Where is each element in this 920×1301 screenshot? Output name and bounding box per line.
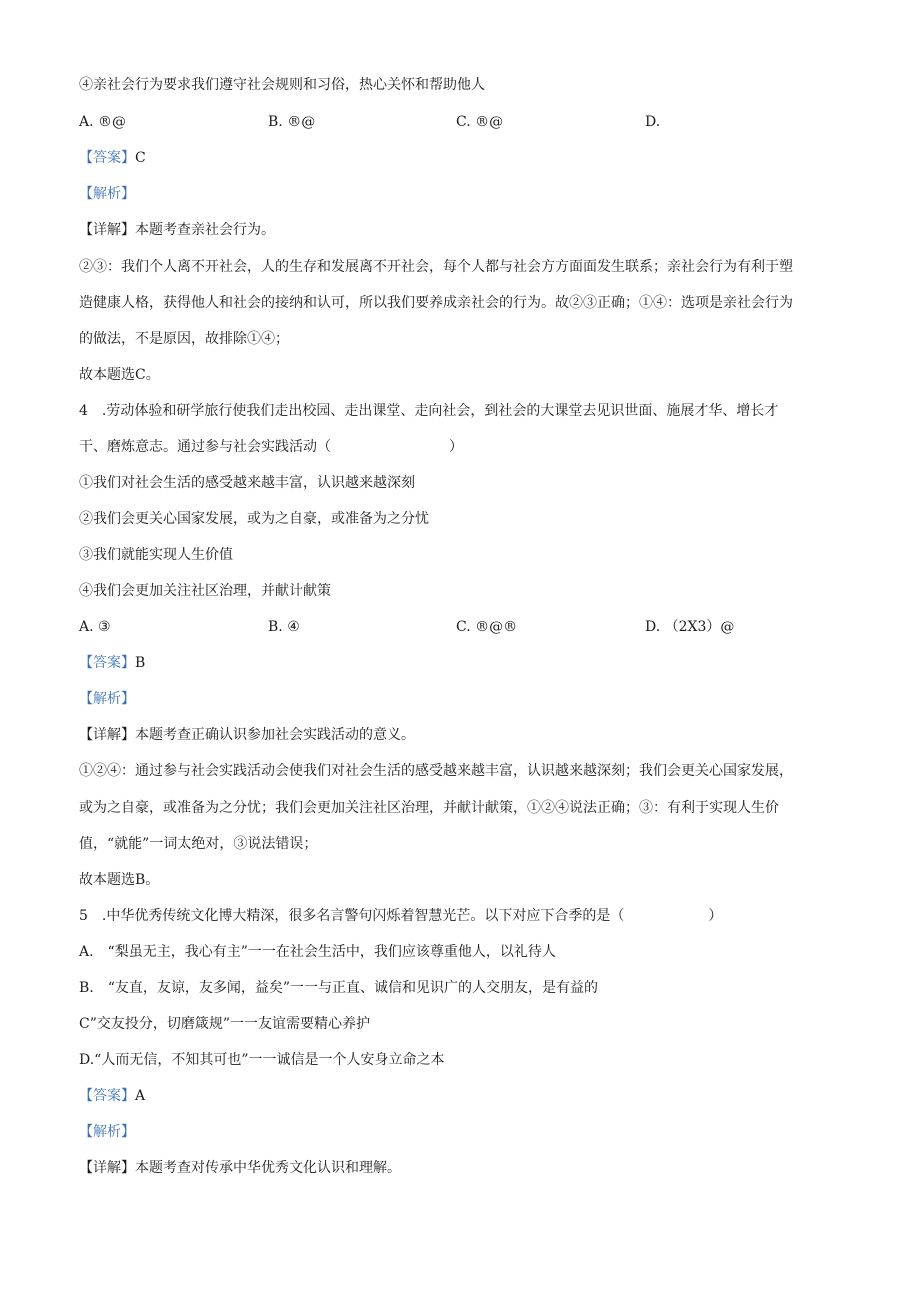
q4-detail-line: 或为之自豪，或准备为之分忧；我们会更加关注社区治理，并献计献策，①②④说法正确；③：有利于实现人生价 <box>79 800 779 816</box>
detail-intro: 本题考查对传承中华优秀文化认识和理解。 <box>135 1160 401 1176</box>
q4-statement-2: ②我们会更关心国家发展，或为之自豪，或准备为之分忧 <box>79 511 429 527</box>
q5-option-a: A. “梨虽无主，我心有主”一一在社会生活中，我们应该尊重他人，以礼待人 <box>79 944 556 960</box>
answer-value: C <box>135 150 146 166</box>
q3-detail-line: ②③：我们个人离不开社会，人的生存和发展离不开社会，每个人都与社会方方面面发生联系；亲社会行为有利于塑 <box>79 259 793 275</box>
answer-tag: 【答案】 <box>79 150 135 166</box>
q4-detail-line: ①②④：通过参与社会实践活动会使我们对社会生活的感受越来越丰富，认识越来越深刻；我们会更关心国家发展， <box>79 763 793 779</box>
q3-analysis-tag <box>79 185 135 203</box>
q3-option-c: C. ®@ <box>456 114 504 130</box>
q4-statement-1: ①我们对社会生活的感受越来越丰富，认识越来越深刻 <box>79 475 415 491</box>
q3-option-b: B. ®@ <box>268 114 316 130</box>
answer-tag: 【答案】 <box>79 1088 135 1104</box>
q4-option-b: B. ④ <box>268 619 300 635</box>
q4-statement-4: ④我们会更加关注社区治理，并献计献策 <box>79 583 331 599</box>
analysis-tag: 【解析】 <box>79 1124 135 1140</box>
detail-intro: 本题考查正确认识参加社会实践活动的意义。 <box>135 727 415 743</box>
q5-analysis-tag <box>79 1123 135 1141</box>
q4-option-c: C. ®@® <box>456 619 518 635</box>
q4-detail <box>79 726 415 744</box>
q5-option-d: D.“人而无信，不知其可也”一一诚信是一个人安身立命之本 <box>79 1052 445 1068</box>
q3-detail-line: 造健康人格，获得他人和社会的接纳和认可，所以我们要养成亲社会的行为。故②③正确；①④：选项是亲社会行为 <box>79 295 793 311</box>
q4-detail-line: 值，“就能”一词太绝对，③说法错误； <box>79 836 318 852</box>
q4-stem-line: 4 .劳动体验和研学旅行使我们走出校园、走出课堂、走向社会，到社会的大课堂去见识世面、施展才华、增长才 <box>79 403 779 419</box>
answer-value: B <box>135 655 146 671</box>
q3-option-a: A. ®@ <box>79 114 127 130</box>
analysis-tag: 【解析】 <box>79 186 135 202</box>
q4-statement-3: ③我们就能实现人生价值 <box>79 547 233 563</box>
q3-option-d: D. <box>645 114 661 130</box>
q3-statement-4: ④亲社会行为要求我们遵守社会规则和习俗，热心关怀和帮助他人 <box>79 77 485 93</box>
q3-detail-line: 的做法，不是原因，故排除①④； <box>79 331 289 347</box>
q5-option-c: C”交友投分，切磨箴规”一一友谊需要精心养护 <box>79 1016 371 1032</box>
q5-answer <box>79 1087 145 1105</box>
q3-answer <box>79 149 146 167</box>
q4-analysis-tag <box>79 690 135 708</box>
analysis-tag: 【解析】 <box>79 691 135 707</box>
detail-tag: 【详解】 <box>79 1160 135 1176</box>
detail-tag: 【详解】 <box>79 222 135 238</box>
q5-detail <box>79 1159 401 1177</box>
q4-stem-line-2 <box>79 438 463 456</box>
q4-conclusion: 故本题选B。 <box>79 872 160 888</box>
detail-intro: 本题考查亲社会行为。 <box>135 222 275 238</box>
answer-value: A <box>135 1088 146 1104</box>
detail-tag: 【详解】 <box>79 727 135 743</box>
q3-detail <box>79 221 275 239</box>
q5-stem-text: 5 .中华优秀传统文化博大精深，很多名言警句闪烁着智慧光芒。以下对应下合季的是（ <box>79 908 625 924</box>
q5-stem-close: ） <box>708 908 723 924</box>
q4-option-a: A. ③ <box>79 619 111 635</box>
q4-stem-close: ） <box>449 439 463 455</box>
q4-option-d: D. （2X3）@ <box>645 619 735 635</box>
q5-stem <box>79 907 722 925</box>
answer-tag: 【答案】 <box>79 655 135 671</box>
q3-conclusion: 故本题选C。 <box>79 367 160 383</box>
q4-answer <box>79 654 145 672</box>
q5-option-b: B. “友直，友谅，友多闻，益矣”一一与正直、诚信和见识广的人交朋友，是有益的 <box>79 980 599 996</box>
q4-stem-text: 干、磨炼意志。通过参与社会实践活动（ <box>79 439 331 455</box>
